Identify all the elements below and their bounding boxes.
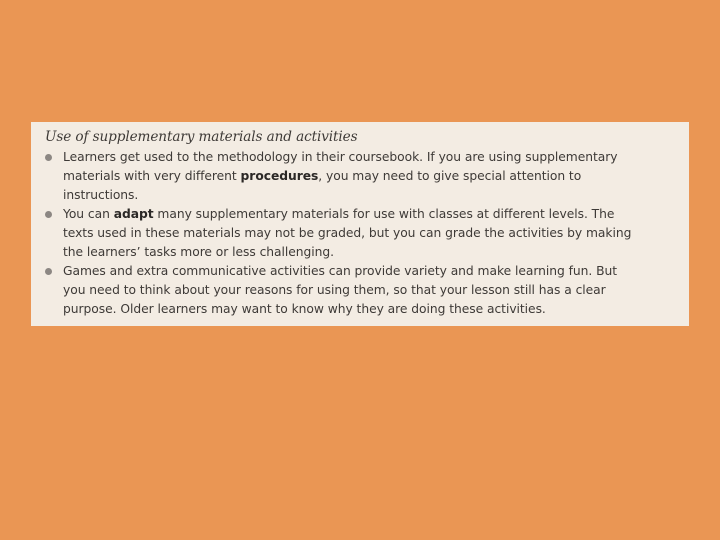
text-line: materials with very different procedures, you may need to give special attention to (63, 169, 582, 183)
text-line: instructions. (63, 188, 139, 202)
section-title: Use of supplementary materials and activities (45, 129, 358, 145)
text-line: Learners get used to the methodology in their coursebook. If you are using supplementary (63, 150, 618, 164)
bullet-dot-icon (45, 154, 52, 161)
text-line: you need to think about your reasons for using them, so that your lesson still has a clear (63, 283, 606, 297)
text-line: purpose. Older learners may want to know why they are doing these activities. (63, 302, 546, 316)
key-term: adapt (113, 207, 154, 221)
bullet-item (45, 262, 677, 319)
bullet-item (45, 205, 677, 262)
text-line: You can adapt many supplementary materials for use with classes at different levels. The (63, 207, 615, 221)
textbook-excerpt (31, 122, 689, 326)
text-line: texts used in these materials may not be graded, but you can grade the activities by making (63, 226, 632, 240)
bullet-list (45, 148, 677, 319)
bullet-item (45, 148, 677, 205)
key-term: procedures (240, 169, 319, 183)
bullet-dot-icon (45, 211, 52, 218)
bullet-dot-icon (45, 268, 52, 275)
text-line: the learners’ tasks more or less challenging. (63, 245, 335, 259)
text-line: Games and extra communicative activities can provide variety and make learning fun. But (63, 264, 617, 278)
